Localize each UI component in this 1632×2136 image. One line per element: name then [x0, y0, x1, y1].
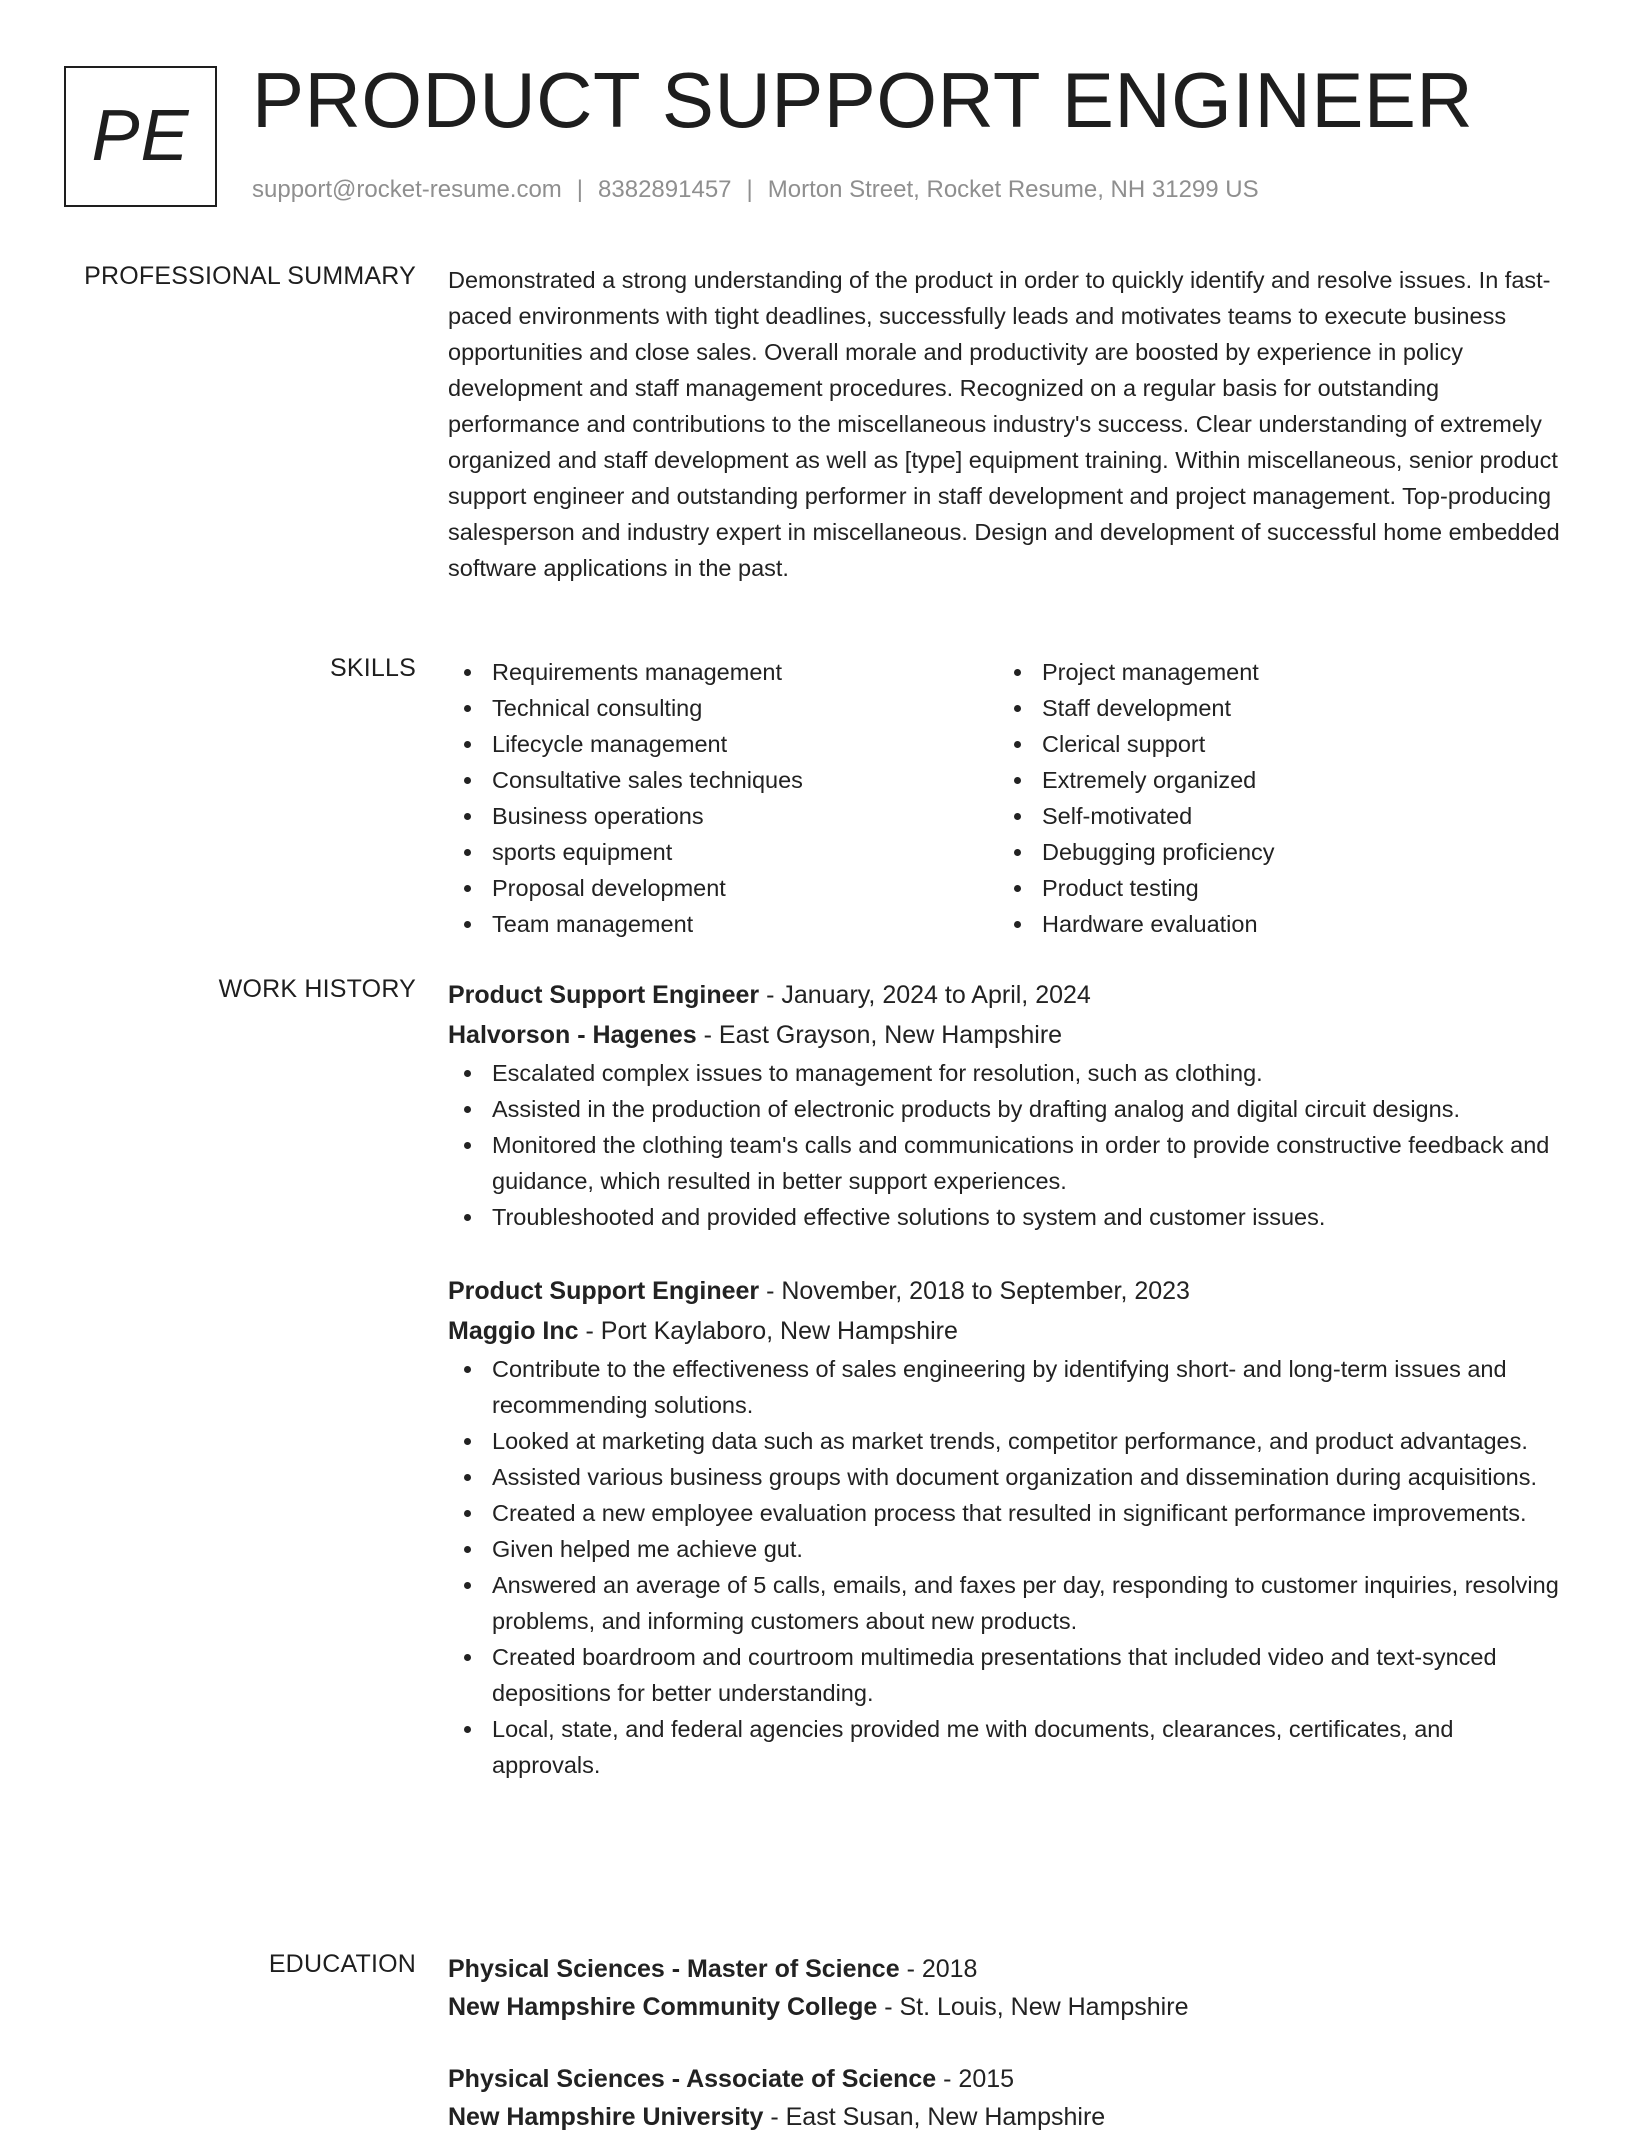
edu-school-line	[448, 1988, 1568, 2026]
skill-item: Staff development	[998, 690, 1548, 726]
education-heading: EDUCATION	[268, 1950, 416, 1978]
contact-separator: |	[746, 176, 753, 203]
job-company-line	[448, 1015, 1568, 1055]
education-entry	[448, 2060, 1568, 2136]
job-title: Product Support Engineer	[448, 1277, 760, 1305]
job-title-line	[448, 1271, 1568, 1311]
contact-address: Morton Street, Rocket Resume, NH 31299 US	[767, 176, 1259, 203]
edu-year: - 2015	[936, 2065, 1015, 2093]
monogram-initials: PE	[91, 95, 190, 176]
edu-school: New Hampshire University	[448, 2103, 764, 2131]
job-bullet: Local, state, and federal agencies provided me with documents, clearances, certificates, and approvals.	[448, 1711, 1568, 1783]
skill-item: Product testing	[998, 870, 1548, 906]
job-entry	[448, 1271, 1568, 1783]
job-company-line	[448, 1311, 1568, 1351]
edu-degree-line	[448, 2060, 1568, 2098]
job-company: Halvorson - Hagenes	[448, 1021, 697, 1049]
education-entry	[448, 1950, 1568, 2026]
skill-item: Team management	[448, 906, 998, 942]
skills-left-list	[448, 654, 998, 942]
summary-text: Demonstrated a strong understanding of the product in order to quickly identify and resolve issues. In fast-paced environments with tight deadlines, successfully leads and motivates teams to execute business opportunities and close sales. Overall morale and productivity are boosted by experience in policy development and staff management procedures. Recognized on a regular basis for outstanding performance and contributions to the miscellaneous industry's success. Clear understanding of extremely organized and staff development as well as [type] equipment training. Within miscellaneous, senior product support engineer and outstanding performer in staff development and project management. Top-producing salesperson and industry expert in miscellaneous. Design and development of successful home embedded software applications in the past.	[448, 267, 1560, 581]
job-location: - East Grayson, New Hampshire	[696, 1021, 1063, 1049]
skill-item: Hardware evaluation	[998, 906, 1548, 942]
job-bullet: Assisted various business groups with document organization and dissemination during acquisitions.	[448, 1459, 1568, 1495]
edu-school: New Hampshire Community College	[448, 1993, 878, 2021]
job-bullet: Assisted in the production of electronic products by drafting analog and digital circuit designs.	[448, 1091, 1568, 1127]
job-entry	[448, 975, 1568, 1235]
job-dates: - January, 2024 to April, 2024	[759, 981, 1091, 1009]
monogram-logo	[64, 66, 217, 207]
job-company: Maggio Inc	[448, 1317, 579, 1345]
skill-item: Project management	[998, 654, 1548, 690]
edu-year: - 2018	[899, 1955, 978, 1983]
page-title: PRODUCT SUPPORT ENGINEER	[252, 56, 1474, 144]
job-bullet: Given helped me achieve gut.	[448, 1531, 1568, 1567]
skill-item: Debugging proficiency	[998, 834, 1548, 870]
contact-line	[252, 176, 1259, 204]
job-bullet: Monitored the clothing team's calls and communications in order to provide constructive feedback and guidance, which resulted in better support experiences.	[448, 1127, 1568, 1199]
skill-item: Technical consulting	[448, 690, 998, 726]
work-history-body	[448, 975, 1568, 1783]
edu-degree: Physical Sciences - Associate of Science	[448, 2065, 937, 2093]
education-body	[448, 1950, 1568, 2136]
edu-location: - East Susan, New Hampshire	[763, 2103, 1106, 2131]
job-bullet: Created a new employee evaluation process that resulted in significant performance improvements.	[448, 1495, 1568, 1531]
skills-heading: SKILLS	[330, 654, 416, 682]
job-title-line	[448, 975, 1568, 1015]
summary-heading: PROFESSIONAL SUMMARY	[84, 262, 416, 290]
contact-separator: |	[576, 176, 584, 203]
skill-item: Clerical support	[998, 726, 1548, 762]
summary-body	[448, 262, 1568, 586]
job-bullet-list	[448, 1055, 1568, 1235]
skill-item: Self-motivated	[998, 798, 1548, 834]
skill-item: Business operations	[448, 798, 998, 834]
contact-email[interactable]: support@rocket-resume.com	[252, 176, 562, 203]
job-location: - Port Kaylaboro, New Hampshire	[578, 1317, 958, 1345]
job-bullet-list	[448, 1351, 1568, 1783]
skill-item: Extremely organized	[998, 762, 1548, 798]
work-history-heading: WORK HISTORY	[218, 975, 416, 1003]
skills-body	[448, 654, 1568, 942]
job-bullet: Created boardroom and courtroom multimedia presentations that included video and text-synced depositions for better understanding.	[448, 1639, 1568, 1711]
job-bullet: Answered an average of 5 calls, emails, and faxes per day, responding to customer inquiries, resolving problems, and informing customers about new products.	[448, 1567, 1568, 1639]
contact-phone[interactable]: 8382891457	[598, 176, 732, 203]
skill-item: Proposal development	[448, 870, 998, 906]
job-bullet: Escalated complex issues to management for resolution, such as clothing.	[448, 1055, 1568, 1091]
edu-degree-line	[448, 1950, 1568, 1988]
skills-right-list	[998, 654, 1548, 942]
edu-school-line	[448, 2098, 1568, 2136]
skill-item: Requirements management	[448, 654, 998, 690]
skill-item: Consultative sales techniques	[448, 762, 998, 798]
skill-item: Lifecycle management	[448, 726, 998, 762]
edu-location: - St. Louis, New Hampshire	[877, 1993, 1189, 2021]
job-bullet: Looked at marketing data such as market trends, competitor performance, and product advantages.	[448, 1423, 1568, 1459]
skill-item: sports equipment	[448, 834, 998, 870]
job-dates: - November, 2018 to September, 2023	[759, 1277, 1190, 1305]
edu-degree: Physical Sciences - Master of Science	[448, 1955, 900, 1983]
job-bullet: Contribute to the effectiveness of sales engineering by identifying short- and long-term issues and recommending solutions.	[448, 1351, 1568, 1423]
job-bullet: Troubleshooted and provided effective solutions to system and customer issues.	[448, 1199, 1568, 1235]
job-title: Product Support Engineer	[448, 981, 760, 1009]
